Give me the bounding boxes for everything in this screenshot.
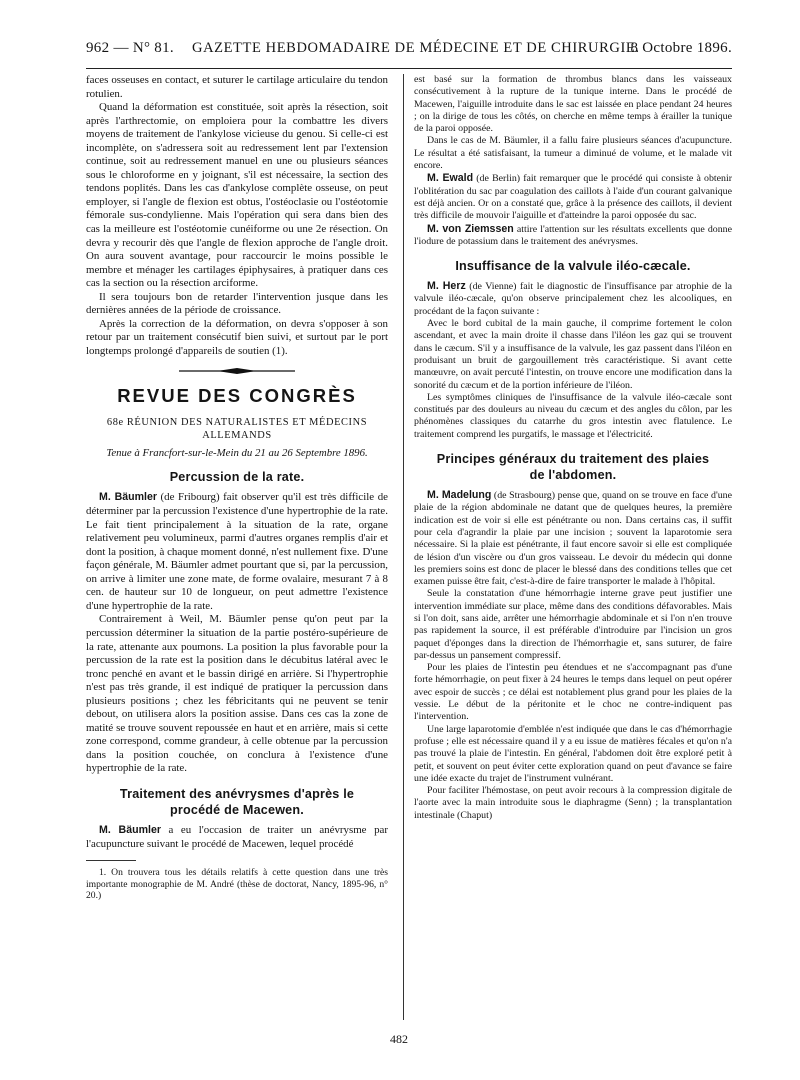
speaker-name: M. Bäumler [99,823,161,836]
paragraph: Quand la déformation est constituée, soit après la résection, soit après l'arthrectomie, on emploiera pour la combattre les divers moyens de traitement de l'ankylose vicieuse du genou. Si celle-ci est incomplète, on s'adressera soit au redressement lent par l'extension continue, soit au redressement manuel en une ou plusieurs séances sous le chloroforme en y joignant, s'il est nécessaire, la section des tendons poplités. Dans les cas d'ankylose complète osseuse, on peut employer, si l'angle de flexion est obtus, l'ostéoclasie ou l'ostéotomie fémorale sus-condylienne. Mais l'opération qui sera dans bien des cas la meilleure est l'ostéotomie cunéiforme ou une 2e résection. On devra y recourir dès que l'angle de flexion approche de l'angle droit. On aura souvent avantage, pour raccourcir le moins possible le membre et ménager les cartilages épiphysaires, à pratiquer dans ces cas la section ou la résection arciforme. [86,101,388,290]
paragraph: Contrairement à Weil, M. Bäumler pense qu'on peut par la percussion déterminer la situation de la partie postéro-supérieure de la rate, attenante aux poumons. La position la plus favorable pour la percussion de la rate est la position dans le décubitus latéral avec le tronc penché en avant et le bassin dirigé en arrière. Si l'hypertrophie n'est pas très grande, il est indiqué de pratiquer la percussion dans plusieurs positions ; chez les fébricitants qui ne peuvent se tenir debout, on utilisera alors la position assise. Dans ces cas la zone de matité se trouve souvent repoussée en haut et en arrière, mais si cette zone correspond, comme grandeur, à celle obtenue par la percussion dans la position couchée, on conclura à l'existence d'une hypertrophie de la rate. [86,613,388,775]
paragraph-text: (de Berlin) fait remarquer que le procédé qui consiste à obtenir l'oblitération du sac par coagulation des caillots à l'aide d'un courant galvanique est déjà ancien. Or on a constaté que, grâce à la présence des caillots, il devient très difficile de mouvoir l'aiguille et d'atteindre la paroi opposée du sac. [414,173,732,222]
speaker-name: M. von Ziemssen [427,222,514,235]
section-heading-cont: de l'abdomen. [529,468,617,483]
column-divider [403,74,404,1020]
section-heading: Insuffisance de la valvule iléo-cæcale. [455,259,691,274]
paragraph-text: attire l'attention sur les résultats excellents que donne l'iodure de potassium dans le traitement des anévrysmes. [414,223,732,247]
journal-title: GAZETTE HEBDOMADAIRE DE MÉDECINE ET DE CHIRURGIE. [192,40,640,56]
paragraph: Une large laparotomie d'emblée n'est indiquée que dans le cas d'hémorrhagie profuse ; elle est nécessaire quand il y a eu issue de matières fécales et qu'on n'a pas trouvé la plaie de l'intestin. En général, l'abdomen doit être exploré petit à petit, et souvent on peut éviter cette exploration quand on peut d'avance se faire une idée exacte du trajet de l'instrument vulnérant. [414,723,732,784]
paragraph: Les symptômes cliniques de l'insuffisance de la valvule iléo-cæcale sont constitués par des douleurs au niveau du cæcum et des angles du côlon, par les phénomènes classiques du catarrhe du gros intestin avec flatulence. Le traitement comprend les purgatifs, le massage et l'électricité. [414,391,732,440]
page-header [86,40,732,66]
header-page-number: 962 [86,40,110,56]
section-heading-cont: procédé de Macewen. [170,802,304,817]
meeting-title-cont: ALLEMANDS [202,430,272,442]
paragraph-text: (de Vienne) fait le diagnostic de l'insuffisance par atrophie de la valvule iléo-cæcale, qu'on observe principalement chez les alcooliques, en procédant de la façon suivante : [414,281,732,317]
section-heading: Percussion de la rate. [169,470,305,485]
speaker-name: M. Madelung [427,489,492,502]
footnote-rule [86,860,136,861]
meeting-dates: Tenue à Francfort-sur-le-Mein du 21 au 26 Septembre 1896. [106,447,368,460]
speaker-name: M. Ewald [427,172,474,185]
review-heading: REVUE DES CONGRÈS [117,385,357,407]
page-number-footer: 482 [390,1032,408,1046]
paragraph-text: a eu l'occasion de traiter un anévrysme par l'acupuncture suivant le procédé de Macewen, lequel procédé [86,823,388,850]
section-heading: Traitement des anévrysmes d'après le [119,786,355,801]
paragraph-text: (de Strasbourg) pense que, quand on se trouve en face d'une plaie de la région abdominale ne datant que de quelques heures, la première indication est de voir si elle est pénétrante ou non. Dans certains cas, il suffit pour cela d'agrandir la plaie par une incision ; souvent la laparotomie sera nécessaire. Si la plaie est pénétrante, il faut encore savoir si elle est compliquée de lésion d'un viscère ou d'un gros vaisseau. Le devoir du médecin qui donne les premiers soins est donc de placer le blessé dans des conditions telles que cet examen puisse être fait, c'est-à-dire de faire transporter le malade à l'hôpital. [414,490,732,588]
speaker-name: M. Herz [427,280,466,293]
speaker-name: M. Bäumler [99,491,157,504]
paragraph: Seule la constatation d'une hémorrhagie interne grave peut justifier une intervention immédiate sur place, même dans des conditions défavorables. Mais si l'on doit, sans aide, arrêter une hémorrhagie abdominale et si l'on n'en trouve pas rapidement la source, il est préférable d'introduire par l'incision un gros paquet d'éponges dans la direction de l'hémorrhagie et, sans suturer, de faire par-dessus un pansement compressif. [414,588,732,661]
paragraph: Il sera toujours bon de retarder l'intervention jusque dans les dernières années de la période de croissance. [86,290,388,317]
footnote: 1. On trouvera tous les détails relatifs à cette question dans une très importante monographie de M. André (thèse de doctorat, Nancy, 1895-96, n° 20.) [86,867,388,902]
paragraph: faces osseuses en contact, et suturer le cartilage articulaire du tendon rotulien. [86,74,388,100]
paragraph: est basé sur la formation de thrombus blancs dans les vaisseaux consécutivement à la rupture de la tunique interne. Dans le procédé de Macewen, l'aiguille introduite dans le sac est laissée en place pendant 24 heures ; on la dirige de tous les côtés, on cherche en même temps à érailler la tunique de la paroi opposée. [414,74,732,135]
left-column [86,74,388,902]
right-column [414,74,732,822]
paragraph: Après la correction de la déformation, on devra s'opposer à son retour par un traitement consécutif bien suivi, et surtout par le port longtemps prolongé d'appareils de soutien (1). [86,317,388,357]
header-issue-number: — N° 81. [113,40,174,56]
header-page-issue [86,40,174,57]
header-rule [86,68,732,69]
paragraph-text: (de Fribourg) fait observer qu'il est très difficile de déterminer par la percussion l'existence d'une hypertrophie de la rate. Le fait tient principalement à la situation de la rate, organe relativement peu volumineux, parmi d'autres organes remplis d'air et dont la position, à chaque moment donné, n'est nullement fixe. D'une façon générale, M. Bäumler admet pourtant que si, par la percussion, on arrive à limiter une zone mate, de forme ovalaire, mesurant 7 à 8 cen. de hauteur sur 10 de longueur, on peut admettre l'existence d'une hypertrophie de la rate. [86,491,388,612]
meeting-title: 68e RÉUNION DES NATURALISTES ET MÉDECINS [106,417,368,429]
paragraph: Pour faciliter l'hémostase, on peut avoir recours à la compression digitale de l'aorte avec la main introduite sous le diaphragme (Senn) ; la transplantation intestinale (Chaput) [414,785,732,821]
paragraph: Avec le bord cubital de la main gauche, il comprime fortement le colon ascendant, et avec la main droite il chasse dans l'iléon les gaz qui se trouvent dans le cæcum. S'il y a insuffisance de la valvule, les gaz passent dans l'iléon en produisant un bruit de gargouillement très caractéristique. Si avant cette manœuvre, on avait percuté l'intestin, on trouve encore une modification dans la sonorité du cæcum et de la portion inférieure de l'iléon. [414,318,732,391]
paragraph: Pour les plaies de l'intestin peu étendues et ne s'accompagnant pas d'une forte hémorrhagie, on peut fixer à 24 heures le temps dans lequel on peut opérer avec espoir de succès ; ce délai est notablement plus grand pour les plaies de la vessie. Le début de la péritonite et le choc ne contre-indiquent pas l'intervention. [414,662,732,723]
section-heading: Principes généraux du traitement des plaies [436,452,710,467]
ornament-rule-icon [177,366,297,376]
issue-date: 8 Octobre 1896. [630,40,732,56]
paragraph: Dans le cas de M. Bäumler, il a fallu faire plusieurs séances d'acupuncture. Le résultat a été satisfaisant, la tumeur a diminué de volume, et le malade vit encore. [414,135,732,172]
